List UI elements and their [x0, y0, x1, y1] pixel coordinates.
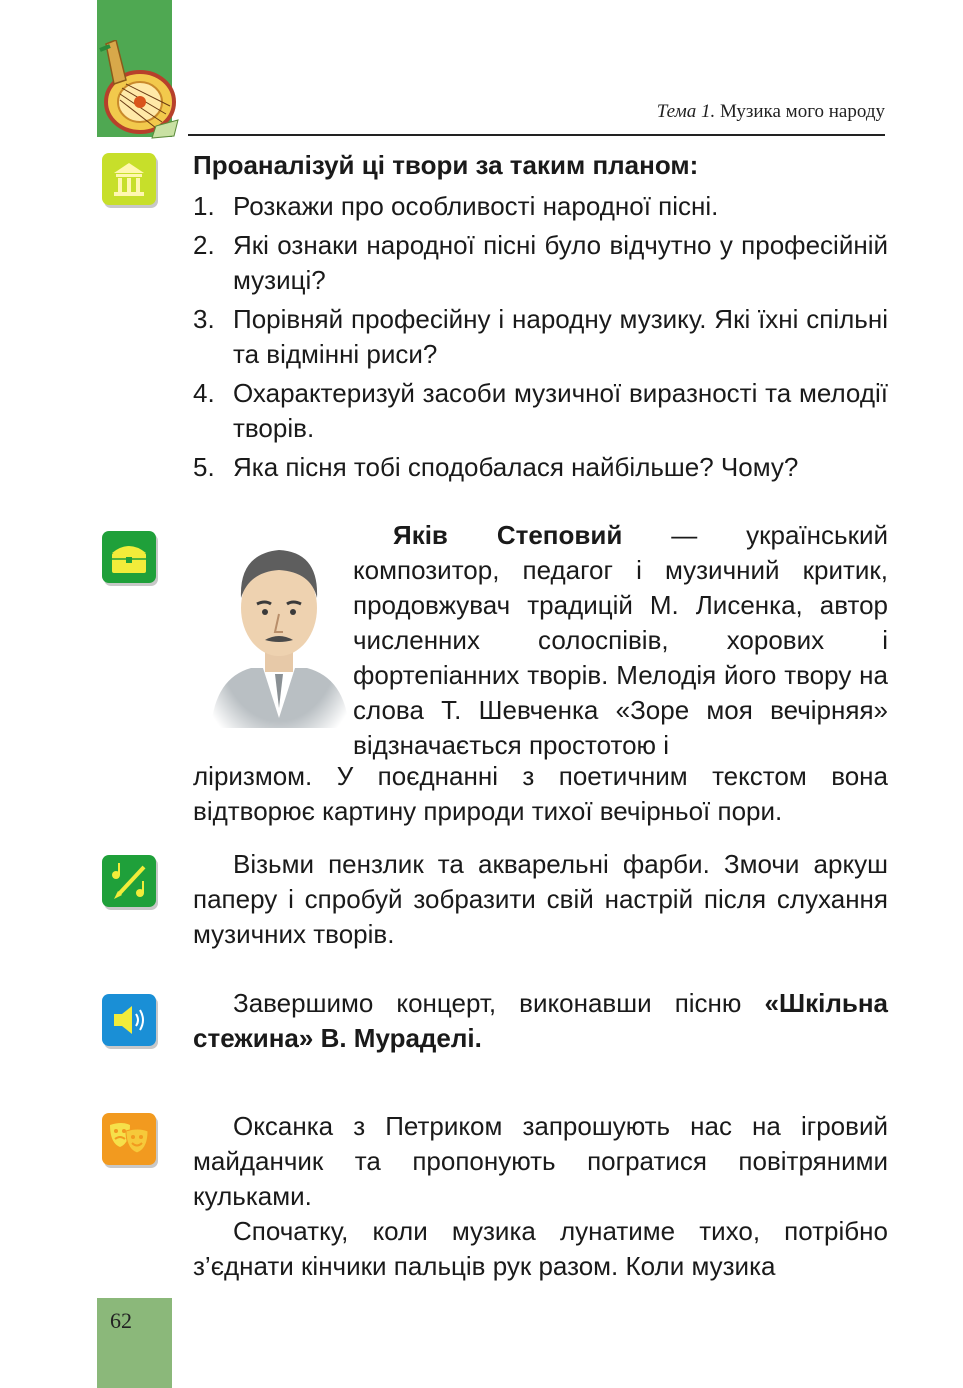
list-item	[193, 189, 888, 224]
biography-text: — український композитор, педагог і музичний критик, продовжувач традицій М. Лисенка, автор численних солоспівів, хорових і фортепіанних творів. Мелодія його твору на слова Т. Шевченка «Зоре моя вечірняя» відзначається простотою і	[353, 520, 888, 760]
brush-notes-icon	[102, 855, 156, 907]
theme-label: Тема 1.	[656, 101, 716, 122]
list-item-number: 5.	[193, 452, 215, 482]
running-header	[657, 101, 885, 123]
list-item-text: Охарактеризуй засоби музичної виразності та мелодії творів.	[233, 378, 888, 443]
list-item	[193, 450, 888, 485]
analysis-heading: Проаналізуй ці твори за таким планом:	[193, 150, 699, 180]
list-item	[193, 228, 888, 298]
list-item-text: Які ознаки народної пісні було відчутно у професійній музиці?	[233, 230, 888, 295]
list-item	[193, 376, 888, 446]
list-item-text: Порівняй професійну і народну музику. Які їхні спільні та відмінні риси?	[233, 304, 888, 369]
composer-portrait	[205, 528, 353, 738]
song-title: «Шкільна стежина» В. Мураделі.	[193, 988, 888, 1053]
list-item-number: 1.	[193, 191, 215, 221]
list-item-number: 2.	[193, 230, 215, 260]
list-item	[193, 302, 888, 372]
header-rule	[188, 134, 885, 136]
game-paragraph: Оксанка з Петриком запрошують нас на ігровий майданчик та пропонують погратися повітряними кульками.	[193, 1111, 888, 1211]
concert-text: Завершимо концерт, виконавши пісню	[233, 988, 765, 1018]
theme-title: Музика мого народу	[715, 101, 885, 122]
bandura-emblem-icon	[96, 40, 180, 140]
theatre-masks-icon	[102, 1113, 156, 1165]
analysis-list	[193, 189, 888, 485]
list-item-text: Яка пісня тобі сподобалася найбільше? Чому?	[233, 452, 799, 482]
biography-paragraph-continued: ліризмом. У поєднанні з поетичним текстом вона відтворює картину природи тихої вечірньої пори.	[193, 761, 888, 826]
list-item-number: 4.	[193, 378, 215, 408]
analysis-section	[193, 148, 888, 489]
speaker-icon	[102, 994, 156, 1046]
game-paragraph-continued: Спочатку, коли музика лунатиме тихо, потрібно з’єднати кінчики пальців рук разом. Коли музика	[193, 1216, 888, 1281]
concert-paragraph	[193, 986, 888, 1056]
list-item-number: 3.	[193, 304, 215, 334]
page-number: 62	[110, 1308, 132, 1333]
biography-paragraph	[353, 518, 888, 763]
composer-name: Яків Степовий	[393, 520, 623, 550]
chest-icon	[102, 531, 156, 583]
list-item-text: Розкажи про особливості народної пісні.	[233, 191, 719, 221]
temple-icon	[102, 153, 156, 205]
drawing-task-paragraph: Візьми пензлик та акварельні фарби. Змочи аркуш паперу і спробуй зобразити свій настрій після слухання музичних творів.	[193, 849, 888, 949]
bottom-margin-stripe	[97, 1298, 172, 1388]
